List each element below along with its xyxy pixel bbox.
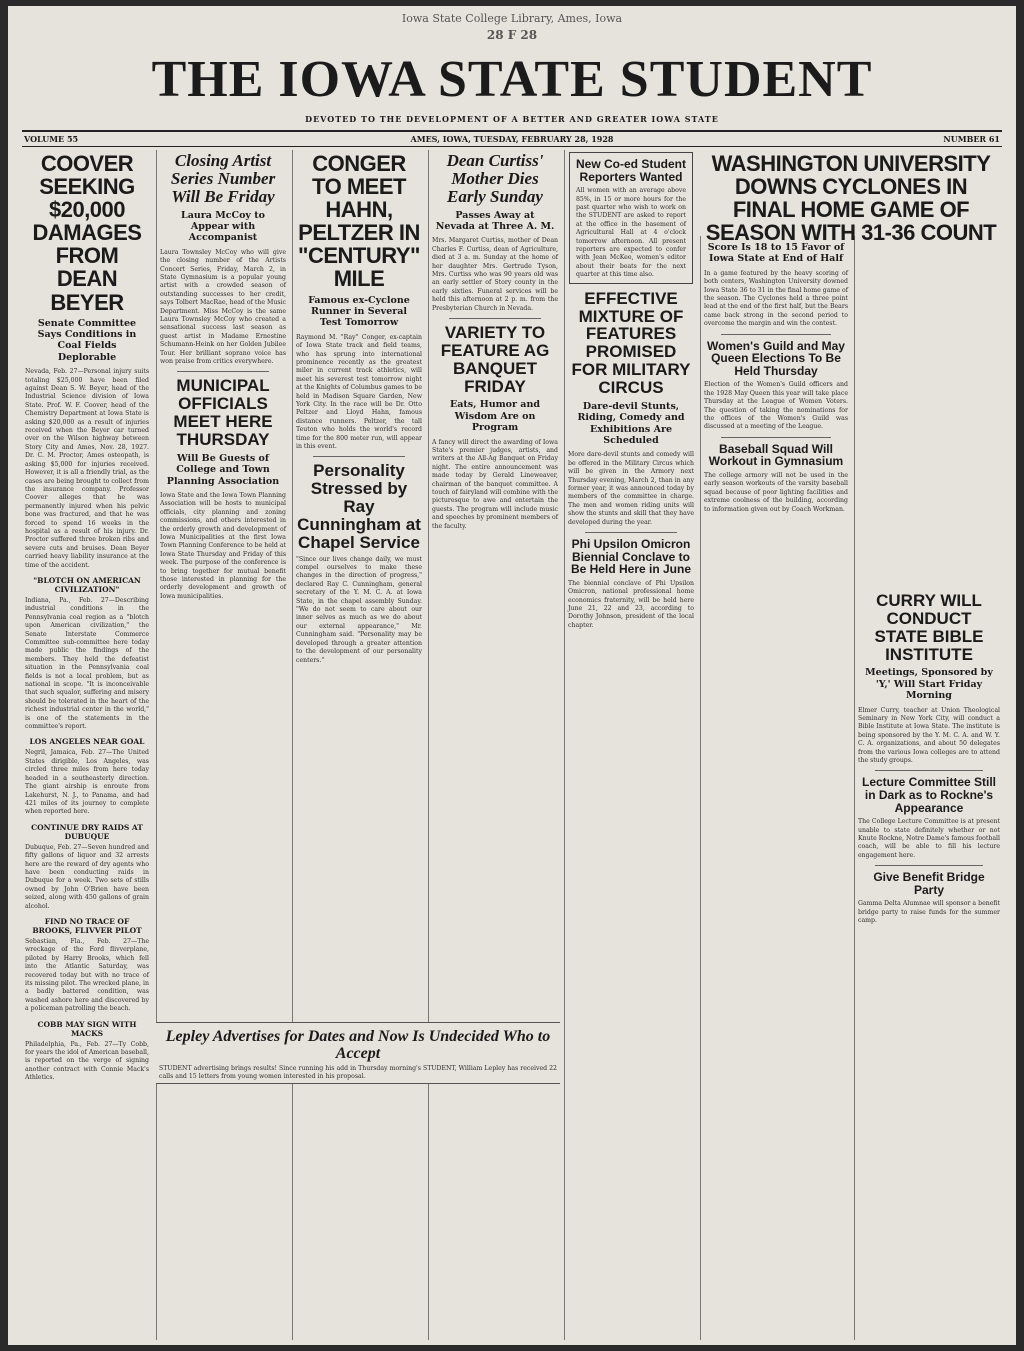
article-baseball: The college armory will not be used in the early season workouts of the varsity baseball squad because of poor lighting facilities and extreme coolness of the building, according to information given out by Coach Workman. xyxy=(704,472,848,513)
deck-ag-banquet: Eats, Humor and Wisdom Are on Program xyxy=(449,399,541,434)
article-conger: Raymond M. "Ray" Conger, ex-captain of Iowa State track and field teams, who has sprung into international prominence recently as the greatest miler in current track athletics, will meet his severest test tomorrow night at the Knights of Columbus games to be held in Madison Square Garden, New York City. In the race will be Dr. Otto Peltzer and Lloyd Hahn, famous distance runners. Peltzer, the tall Teuton who holds the world's record time for the 800 meter run, will appear in this event. xyxy=(296,333,422,451)
issue-number: NUMBER 61 xyxy=(943,134,1000,144)
column-7 xyxy=(854,150,1003,1340)
article-curtiss: Mrs. Margaret Curtiss, mother of Dean Charles F. Curtiss, dean of Agriculture, died at 3 a. m. Sunday at the home of her daughter Mrs. Gertrude Tyson, Mrs. Curtiss who was 90 years old was an early settler of Story county in the early sixties. Funeral services will be held this afternoon at 2 p. m. from the Presbyterian Church in Nevada. xyxy=(432,237,558,312)
subhead-brooks: FIND NO TRACE OF BROOKS, FLIVVER PILOT xyxy=(32,916,142,935)
column-3 xyxy=(292,150,425,1340)
article-cobb: Philadelphia, Pa., Feb. 27—Ty Cobb, for years the idol of American baseball, is reported on the verge of signing another contract with Connie Mack's Athletics. xyxy=(25,1040,149,1082)
divider xyxy=(721,437,831,438)
divider xyxy=(585,532,677,533)
notice-body: All women with an average above 85%, in 15 or more hours for the past quarter who wish to work on the STUDENT are asked to report at the office in the basement of Agricultural Hall at 4 o'clock tomorrow afternoon. All present reporters are expected to confer with Jean McKee, women's editor about their beats for the next quarter at this time also. xyxy=(576,187,686,279)
column-4 xyxy=(428,150,561,1340)
deck-curry: Meetings, Sponsored by 'Y,' Will Start Friday Morning xyxy=(865,667,993,702)
headline-bridge-party: Give Benefit Bridge Party xyxy=(873,870,985,897)
lepley-story-block xyxy=(156,1022,560,1084)
headline-womens-guild: Women's Guild and May Queen Elections To Be Held Thursday xyxy=(707,338,845,378)
article-cunningham: "Since our lives change daily, we must compel ourselves to make these changes in the direction of progress," declared Ray C. Cunningham, general secretary of the Y. M. C. A. at Iowa State, in the chapel assembly Sunday. "We do not seem to care about our inner selves as much as we do about our external appearance," Mr. Cunningham said. "Personality may be developed through a greater attention to the development of our personality centers." xyxy=(296,555,422,664)
newspaper-page xyxy=(8,6,1016,1345)
deck-washington: Score Is 18 to 15 Favor of Iowa State at End of Half xyxy=(707,242,845,265)
article-phi-upsilon: The biennial conclave of Phi Upsilon Omicron, national professional home economics fraternity, will be held here June 21, 22 and 23, according to Dorothy Johnson, president of the local chapter. xyxy=(568,579,694,629)
divider xyxy=(449,318,541,319)
date-code-stamp: 28 F 28 xyxy=(486,28,538,42)
deck-conger: Famous ex-Cyclone Runner in Several Test Tomorrow xyxy=(308,294,410,329)
article-brooks: Sebastian, Fla., Feb. 27—The wreckage of the Ford flivverplane, piloted by Harry Brooks, which fell into the Atlantic Saturday, was recovered today but with no trace of its missing pilot. The wrecked plane, in a badly battered condition, was washed ashore here and discovered by a policeman patrolling the beach. xyxy=(25,937,149,1013)
headline-ag-banquet: VARIETY TO FEATURE AG BANQUET FRIDAY xyxy=(440,322,550,396)
article-bridge-party: Gamma Delta Alumnae will sponsor a benefit bridge party to raise funds for the summer camp. xyxy=(858,900,1000,925)
deck-municipal: Will Be Guests of College and Town Planning Association xyxy=(166,452,280,487)
headline-lepley: Lepley Advertises for Dates and Now Is Undecided Who to Accept xyxy=(165,1028,551,1062)
headline-artist-series: Closing Artist Series Number Will Be Friday xyxy=(170,151,276,206)
headline-municipal: MUNICIPAL OFFICIALS MEET HERE THURSDAY xyxy=(173,376,273,449)
article-ag-banquet: A fancy will direct the awarding of Iowa State's premier judges, artists, and writers at the All-Ag Banquet on Friday night. The entire announcement was made today by Gerald Lineweaver, chairman of the banquet committee. A touch of fairyland will combine with the picturesque to awe and entertain the guests. The program will include music and speeches by prominent members of the faculty. xyxy=(432,438,558,530)
headline-washington: WASHINGTON UNIVERSITY DOWNS CYCLONES IN FINAL HOME GAME OF SEASON WITH 31-36 COUNT xyxy=(705,151,997,246)
column-1 xyxy=(22,150,152,1340)
headline-military-circus: EFFECTIVE MIXTURE OF FEATURES PROMISED FOR MILITARY CIRCUS xyxy=(571,288,691,397)
headline-conger: CONGER TO MEET HAHN, PELTZER IN "CENTURY" MILE xyxy=(298,151,420,292)
divider xyxy=(177,371,269,372)
subhead-cobb: COBB MAY SIGN WITH MACKS xyxy=(37,1019,137,1038)
headline-rockne: Lecture Committee Still in Dark as to Rockne's Appearance xyxy=(861,775,997,815)
subhead-blotch: "BLOTCH ON AMERICAN CIVILIZATION" xyxy=(33,575,141,594)
article-womens-guild: Election of the Women's Guild officers and the 1928 May Queen this year will take place Thursday at the League of Women Voters. The question of taking the nominations for the offices of the Women's Guild was discussed at a meeting of the League. xyxy=(704,381,848,431)
dateline-bar xyxy=(22,130,1002,147)
headline-cunningham: Personality Stressed by Ray Cunningham at Chapel Service xyxy=(297,461,421,552)
subhead-dry-raids: CONTINUE DRY RAIDS AT DUBUQUE xyxy=(31,822,143,841)
deck-mccoy: Laura McCoy to Appear with Accompanist xyxy=(181,209,265,244)
divider xyxy=(875,770,983,771)
notice-title: New Co-ed Student Reporters Wanted xyxy=(576,157,686,184)
masthead-title: THE IOWA STATE STUDENT xyxy=(151,51,873,108)
article-municipal: Iowa State and the Iowa Town Planning Association will be hosts to municipal officials, city planning and zoning commissions, and others interested in the orderly growth and development of Iowa Municipalities at the first Iowa Town Planning Conference to be held at Iowa State Thursday and Friday of this week. The purpose of the conference is to bring together for mutual benefit those interested in planning for the orderly development and growth of Iowa municipalities. xyxy=(160,491,286,600)
article-lepley: STUDENT advertising brings results! Since running his add in Thursday morning's STUDENT, William Lepley has received 22 calls and 15 letters from young women interested in his proposal. xyxy=(159,1064,557,1080)
subhead-los-angeles: LOS ANGELES NEAR GOAL xyxy=(29,737,145,747)
dateline-text: AMES, IOWA, TUESDAY, FEBRUARY 28, 1928 xyxy=(410,134,614,144)
deck-curtiss: Passes Away at Nevada at Three A. M. xyxy=(435,209,555,232)
column-6 xyxy=(700,150,851,1340)
headline-curry: CURRY WILL CONDUCT STATE BIBLE INSTITUTE xyxy=(874,591,984,664)
column-5 xyxy=(564,150,697,1340)
article-dry-raids: Dubuque, Feb. 27—Seven hundred and fifty gallons of liquor and 32 arrests here are the reward of dry agents who have been conducting raids in Dubuque for a week. Two sets of stills owned by John O'Brien have been seized, along with 450 gallons of grain alcohol. xyxy=(25,843,149,910)
column-2 xyxy=(156,150,289,1340)
library-stamp: Iowa State College Library, Ames, Iowa xyxy=(401,12,623,25)
deck-military-circus: Dare-devil Stunts, Riding, Comedy and Exhibitions Are Scheduled xyxy=(577,400,685,446)
masthead-motto: DEVOTED TO THE DEVELOPMENT OF A BETTER AND GREATER IOWA STATE xyxy=(305,114,719,124)
divider xyxy=(313,456,405,457)
headline-baseball: Baseball Squad Will Workout in Gymnasium xyxy=(708,441,844,469)
deck-senate: Senate Committee Says Conditions in Coal Fields Deplorable xyxy=(37,317,137,363)
article-curry: Elmer Curry, teacher at Union Theological Seminary in New York City, will conduct a Bible Institute at Iowa State. The institute is being sponsored by the Y. M. C. A. and W. Y. C. A. organizations, and about 50 delegates from the various Iowa colleges are to attend the study groups. xyxy=(858,706,1000,764)
article-rockne: The College Lecture Committee is at present unable to state definitely whether or not Knute Rockne, Notre Dame's famous football coach, will be able to fill his lecture engagement here. xyxy=(858,818,1000,859)
article-mccoy: Laura Townsley McCoy who will give the closing number of the Artists Concert Series, Friday, March 2, in State Gymnasium is a popular young artist with a crowded season of outstanding successes to her credit, says Tolbert MacRae, head of the Music Department. Miss McCoy is the same Laura Townsley McCoy who created a sensational success last season as guest artist in Madame Ernestine Schumann-Heink on her Golden Jubilee Tour. Her brilliant soprano voice has won praise from critics everywhere. xyxy=(160,248,286,365)
article-washington: In a game featured by the heavy scoring of both centers, Washington University downed Iowa State 36 to 31 in the final home game of the season. The Cyclones held a three point lead at the end of the first half, but the Bears came back strong in the second period to overcome the margin and win the contest. xyxy=(704,269,848,328)
divider xyxy=(875,865,983,866)
headline-phi-upsilon: Phi Upsilon Omicron Biennial Conclave to Be Held Here in June xyxy=(570,536,692,577)
washington-headline-block xyxy=(700,150,1002,246)
article-military-circus: More dare-devil stunts and comedy will be offered in the Military Circus which will be given in the Armory next Thursday evening, March 2, than in any former year, it was announced today by members of the committee in charge. The men and women riding units will show the stunts and skill that they have developed during the year. xyxy=(568,451,694,526)
headline-curtiss: Dean Curtiss' Mother Dies Early Sunday xyxy=(446,151,544,206)
divider xyxy=(721,334,831,335)
headline-coover: COOVER SEEKING $20,000 DAMAGES FROM DEAN BEYER xyxy=(32,151,142,315)
reporters-notice-box xyxy=(569,152,693,284)
article-blotch: Indiana, Pa., Feb. 27—Describing industrial conditions in the Pennsylvania coal region as a "blotch upon American civilization," the Senate Interstate Commerce Committee sub-committee here today made public the findings of the members. They held the defeatist situation in the Pennsylvania coal fields is not a local problem, but as national in scope. "It is inconceivable that such squalor, suffering and misery should be tolerated in the heart of the richest industrial center in the world," is one of the statements in the committee's report. xyxy=(25,596,149,731)
article-los-angeles: Negril, Jamaica, Feb. 27—The United States dirigible, Los Angeles, was circled three miles from here today headed in a southeasterly direction. The giant airship is enroute from Lakehurst, N. J., to Panama, and had 421 miles of its journey to complete when reported here. xyxy=(25,749,149,816)
article-coover: Nevada, Feb. 27—Personal injury suits totaling $25,000 have been filed against Dean S. W. Beyer, head of the Industrial Science division of Iowa State. Prof. W. F. Coover, head of the Chemistry Department at Iowa State is asking $20,000 as a result of injuries received when the Beyer car turned over on the Wilson highway between Story City and Ames, Nov. 28, 1927. Dr. C. M. Proctor, Ames osteopath, is asking $5,000 for injuries received. However, it is all a friendly trial, as the cases are being brought to collect from the insurance company. Professor Coover alleges that he was permanently injured when his pelvic bone was fractured, and that he was forced to spend 16 weeks in the hospital as a result of his injury. Dr. Proctor suffered three broken ribs and severe cuts and bruises. Dean Beyer carried heavy liability insurance at the time of the accident. xyxy=(25,368,149,569)
volume-label: VOLUME 55 xyxy=(24,134,79,144)
